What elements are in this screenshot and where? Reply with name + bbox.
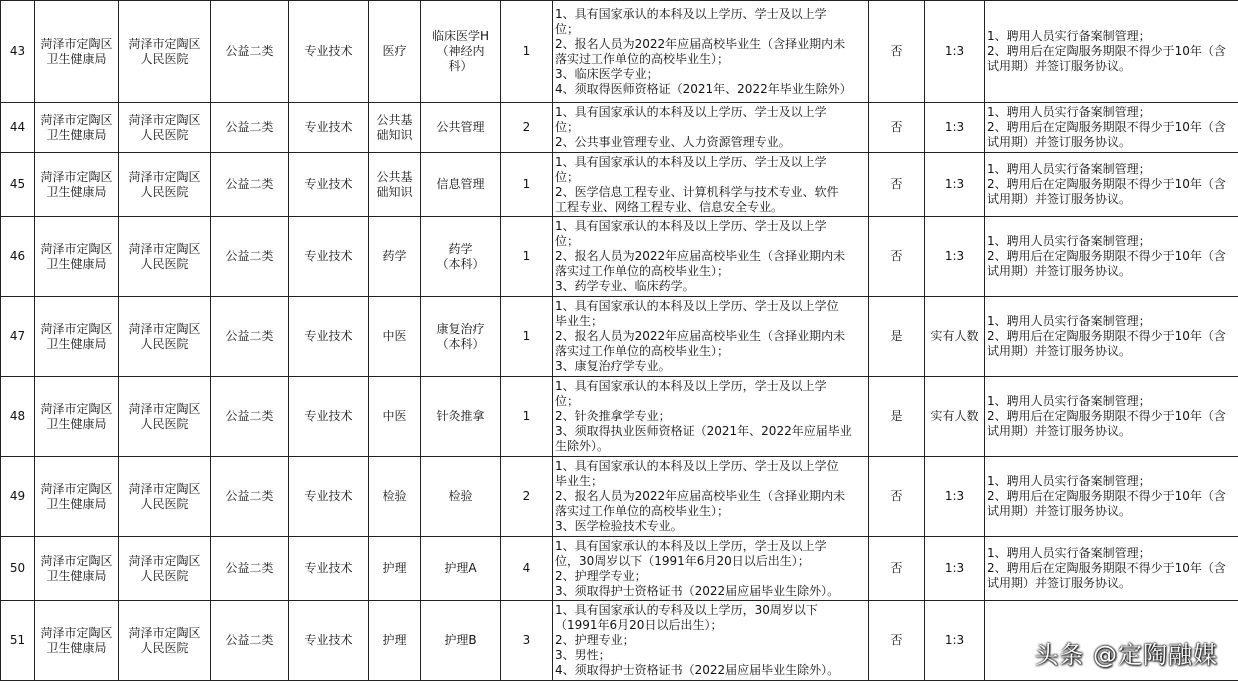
cell-post: 公共管理 (421, 103, 501, 153)
cell-ratio: 实有人数 (925, 377, 985, 457)
cell-type: 专业技术 (289, 103, 369, 153)
cell-unit: 菏泽市定陶区 人民医院 (119, 297, 211, 377)
cell-field: 护理 (369, 537, 421, 601)
cell-count: 4 (501, 537, 553, 601)
cell-cat: 公益二类 (211, 103, 289, 153)
cell-type: 专业技术 (289, 601, 369, 681)
cell-dept: 菏泽市定陶区 卫生健康局 (35, 1, 119, 103)
cell-no: 47 (1, 297, 35, 377)
cell-cat: 公益二类 (211, 537, 289, 601)
cell-no: 46 (1, 217, 35, 297)
cell-post: 临床医学H （神经内 科） (421, 1, 501, 103)
cell-req: 1、具有国家承认的本科及以上学历，学士及以上学 位； 2、针灸推拿学专业； 3、须取得执业医师资格证（2021年、2022年应届毕业 生除外）。 (553, 377, 869, 457)
table-row (1, 103, 1238, 153)
cell-dept: 菏泽市定陶区 卫生健康局 (35, 217, 119, 297)
cell-yn: 否 (869, 457, 925, 537)
cell-count: 1 (501, 153, 553, 217)
cell-yn: 是 (869, 297, 925, 377)
watermark: 头条 @定陶融媒 (1034, 641, 1218, 669)
cell-type: 专业技术 (289, 153, 369, 217)
cell-count: 2 (501, 457, 553, 537)
cell-req: 1、具有国家承认的本科及以上学历、学士及以上学位 毕业生； 2、报名人员为2022年应届高校毕业生（含择业期内未 落实过工作单位的高校毕业生）； 3、医学检验技术专业。 (553, 457, 869, 537)
cell-count: 1 (501, 217, 553, 297)
cell-cat: 公益二类 (211, 297, 289, 377)
cell-note: 1、聘用人员实行备案制管理； 2、聘用后在定陶服务期限不得少于10年（含 试用期）并签订服务协议。 (985, 153, 1238, 217)
cell-field: 检验 (369, 457, 421, 537)
cell-ratio: 1:3 (925, 457, 985, 537)
table-row (1, 377, 1238, 457)
cell-yn: 否 (869, 537, 925, 601)
cell-yn: 否 (869, 153, 925, 217)
cell-ratio: 1:3 (925, 537, 985, 601)
cell-dept: 菏泽市定陶区 卫生健康局 (35, 297, 119, 377)
cell-cat: 公益二类 (211, 601, 289, 681)
table-row (1, 1, 1238, 103)
cell-post: 信息管理 (421, 153, 501, 217)
cell-dept: 菏泽市定陶区 卫生健康局 (35, 377, 119, 457)
cell-post: 护理B (421, 601, 501, 681)
cell-req: 1、具有国家承认的本科及以上学历、学士及以上学位 毕业生； 2、报名人员为2022年应届高校毕业生（含择业期内未 落实过工作单位的高校毕业生）； 3、康复治疗学专业。 (553, 297, 869, 377)
cell-unit: 菏泽市定陶区 人民医院 (119, 153, 211, 217)
cell-ratio: 1:3 (925, 1, 985, 103)
cell-note: 1、聘用人员实行备案制管理； 2、聘用后在定陶服务期限不得少于10年（含 试用期）并签订服务协议。 (985, 457, 1238, 537)
cell-count: 1 (501, 1, 553, 103)
cell-field: 医疗 (369, 1, 421, 103)
cell-field: 中医 (369, 377, 421, 457)
cell-post: 药学 （本科） (421, 217, 501, 297)
cell-unit: 菏泽市定陶区 人民医院 (119, 377, 211, 457)
cell-count: 1 (501, 377, 553, 457)
cell-field: 中医 (369, 297, 421, 377)
cell-post: 针灸推拿 (421, 377, 501, 457)
cell-type: 专业技术 (289, 457, 369, 537)
cell-unit: 菏泽市定陶区 人民医院 (119, 103, 211, 153)
cell-count: 1 (501, 297, 553, 377)
cell-cat: 公益二类 (211, 217, 289, 297)
cell-type: 专业技术 (289, 537, 369, 601)
cell-ratio: 实有人数 (925, 297, 985, 377)
cell-yn: 否 (869, 1, 925, 103)
cell-dept: 菏泽市定陶区 卫生健康局 (35, 457, 119, 537)
cell-count: 3 (501, 601, 553, 681)
cell-type: 专业技术 (289, 297, 369, 377)
cell-dept: 菏泽市定陶区 卫生健康局 (35, 153, 119, 217)
cell-dept: 菏泽市定陶区 卫生健康局 (35, 537, 119, 601)
cell-post: 康复治疗 （本科） (421, 297, 501, 377)
cell-no: 49 (1, 457, 35, 537)
cell-count: 2 (501, 103, 553, 153)
cell-field: 护理 (369, 601, 421, 681)
cell-type: 专业技术 (289, 377, 369, 457)
cell-req: 1、具有国家承认的本科及以上学历、学士及以上学 位； 2、报名人员为2022年应届高校毕业生（含择业期内未 落实过工作单位的高校毕业生）； 3、药学专业、临床药学。 (553, 217, 869, 297)
cell-req: 1、具有国家承认的本科及以上学历、学士及以上学 位； 2、公共事业管理专业、人力资源管理专业。 (553, 103, 869, 153)
cell-dept: 菏泽市定陶区 卫生健康局 (35, 103, 119, 153)
cell-yn: 否 (869, 601, 925, 681)
cell-req: 1、具有国家承认的本科及以上学历、学士及以上学 位； 2、医学信息工程专业、计算机科学与技术专业、软件 工程专业、网络工程专业、信息安全专业。 (553, 153, 869, 217)
cell-field: 药学 (369, 217, 421, 297)
table-row (1, 153, 1238, 217)
cell-yn: 否 (869, 103, 925, 153)
cell-cat: 公益二类 (211, 457, 289, 537)
cell-note: 1、聘用人员实行备案制管理； 2、聘用后在定陶服务期限不得少于10年（含 试用期）并签订服务协议。 (985, 537, 1238, 601)
table-row (1, 297, 1238, 377)
cell-unit: 菏泽市定陶区 人民医院 (119, 457, 211, 537)
cell-no: 51 (1, 601, 35, 681)
table-row (1, 217, 1238, 297)
cell-unit: 菏泽市定陶区 人民医院 (119, 601, 211, 681)
cell-field: 公共基 础知识 (369, 103, 421, 153)
cell-ratio: 1:3 (925, 153, 985, 217)
cell-unit: 菏泽市定陶区 人民医院 (119, 217, 211, 297)
cell-field: 公共基 础知识 (369, 153, 421, 217)
cell-yn: 是 (869, 377, 925, 457)
cell-req: 1、具有国家承认的专科及以上学历，30周岁以下 （1991年6月20日以后出生）； 2、护理专业； 3、男性； 4、须取得护士资格证书（2022届应届毕业生除外）。 (553, 601, 869, 681)
cell-note: 1、聘用人员实行备案制管理； 2、聘用后在定陶服务期限不得少于10年（含 试用期）并签订服务协议。 (985, 377, 1238, 457)
cell-req: 1、具有国家承认的本科及以上学历、学士及以上学 位； 2、报名人员为2022年应届高校毕业生（含择业期内未 落实过工作单位的高校毕业生）； 3、临床医学专业； 4、须取得医师资格证（2021年、2022年毕业生除外） (553, 1, 869, 103)
cell-no: 45 (1, 153, 35, 217)
cell-ratio: 1:3 (925, 601, 985, 681)
cell-post: 护理A (421, 537, 501, 601)
cell-type: 专业技术 (289, 217, 369, 297)
cell-no: 48 (1, 377, 35, 457)
cell-post: 检验 (421, 457, 501, 537)
cell-ratio: 1:3 (925, 217, 985, 297)
cell-unit: 菏泽市定陶区 人民医院 (119, 537, 211, 601)
cell-cat: 公益二类 (211, 1, 289, 103)
cell-dept: 菏泽市定陶区 卫生健康局 (35, 601, 119, 681)
cell-note: 1、聘用人员实行备案制管理； 2、聘用后在定陶服务期限不得少于10年（含 试用期）并签订服务协议。 (985, 103, 1238, 153)
table-row (1, 537, 1238, 601)
table-body (1, 1, 1238, 681)
cell-unit: 菏泽市定陶区 人民医院 (119, 1, 211, 103)
cell-note: 1、聘用人员实行备案制管理； 2、聘用后在定陶服务期限不得少于10年（含 试用期）并签订服务协议。 (985, 1, 1238, 103)
table-row (1, 457, 1238, 537)
cell-note: 1、聘用人员实行备案制管理； 2、聘用后在定陶服务期限不得少于10年（含 试用期）并签订服务协议。 (985, 217, 1238, 297)
cell-req: 1、具有国家承认的本科及以上学历，学士及以上学 位，30周岁以下（1991年6月20日以后出生）； 2、护理学专业； 3、须取得护士资格证书（2022届应届毕业生除外）。 (553, 537, 869, 601)
cell-no: 50 (1, 537, 35, 601)
cell-cat: 公益二类 (211, 153, 289, 217)
cell-ratio: 1:3 (925, 103, 985, 153)
cell-yn: 否 (869, 217, 925, 297)
cell-note: 1、聘用人员实行备案制管理； 2、聘用后在定陶服务期限不得少于10年（含 试用期）并签订服务协议。 (985, 297, 1238, 377)
cell-cat: 公益二类 (211, 377, 289, 457)
cell-type: 专业技术 (289, 1, 369, 103)
cell-no: 44 (1, 103, 35, 153)
cell-no: 43 (1, 1, 35, 103)
